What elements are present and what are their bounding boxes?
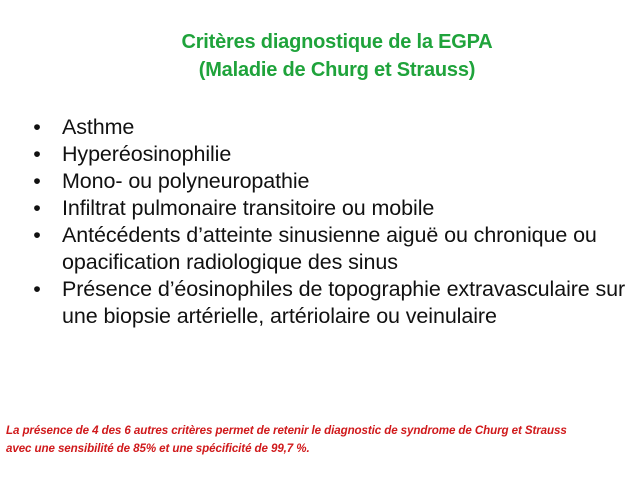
footnote (6, 422, 634, 458)
bullet-dot-icon: • (33, 277, 41, 301)
title-line-2: (Maladie de Churg et Strauss) (198, 59, 476, 81)
footnote-line-2: avec une sensibilité de 85% et une spécificité de 99,7 %. (6, 442, 310, 455)
bullet-dot-icon: • (33, 196, 41, 220)
list-item (30, 141, 630, 168)
list-item (30, 168, 630, 195)
criterion-text: Infiltrat pulmonaire transitoire ou mobile (62, 196, 435, 220)
list-item (30, 276, 630, 330)
criterion-text: Hyperéosinophilie (62, 142, 232, 166)
bullet-dot-icon: • (33, 223, 41, 247)
list-item (30, 195, 630, 222)
bullet-dot-icon: • (33, 142, 41, 166)
criterion-text: Asthme (62, 115, 135, 139)
slide-title (0, 28, 638, 84)
bullet-dot-icon: • (33, 115, 41, 139)
list-item (30, 222, 630, 276)
list-item (30, 114, 630, 141)
criteria-list (30, 114, 630, 330)
footnote-line-1: La présence de 4 des 6 autres critères permet de retenir le diagnostic de syndrome de Churg et Strauss (6, 424, 567, 437)
title-line-1: Critères diagnostique de la EGPA (181, 31, 493, 53)
criterion-text: Mono- ou polyneuropathie (62, 169, 310, 193)
bullet-dot-icon: • (33, 169, 41, 193)
criterion-text: Antécédents d’atteinte sinusienne aiguë ou chronique ou opacification radiologique des sinus (62, 223, 597, 274)
criterion-text: Présence d’éosinophiles de topographie extravasculaire sur une biopsie artérielle, artériolaire ou veinulaire (62, 277, 626, 328)
